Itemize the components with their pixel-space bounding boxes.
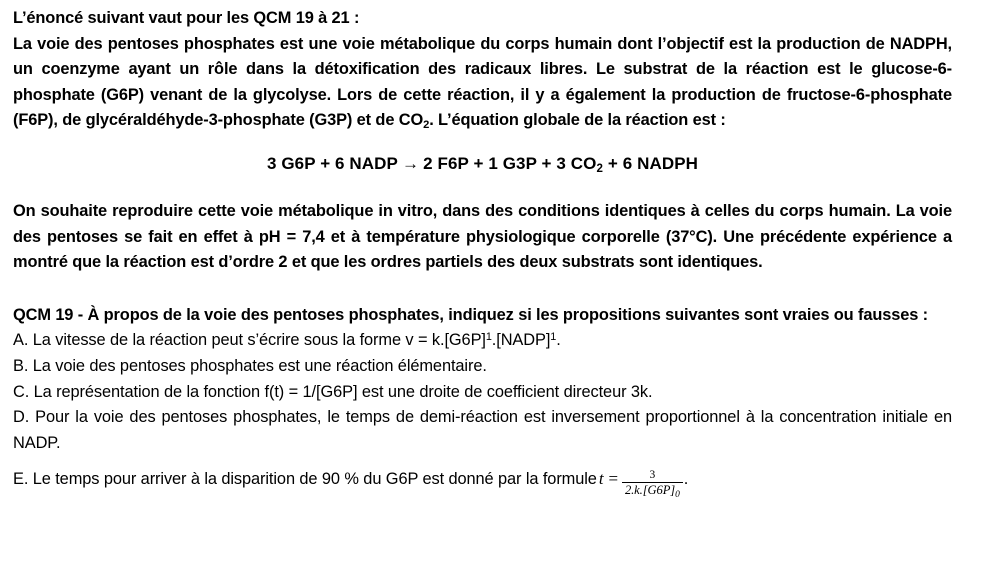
equation-left-side: 3 G6P + 6 NADP	[266, 153, 398, 173]
co2-subscript: 2	[423, 119, 430, 132]
option-a	[13, 328, 952, 354]
fraction-denominator-text: 2.k.[G6P]	[624, 483, 676, 498]
option-b: B. La voie des pentoses phosphates est une réaction élémentaire.	[13, 356, 487, 375]
fraction-denominator	[622, 483, 683, 501]
option-a-middle: .[NADP]	[491, 331, 551, 350]
option-e-variable-t: t	[598, 469, 604, 489]
equation-right-side-b: + 6 NADPH	[603, 153, 699, 173]
intro-heading: L’énoncé suivant vaut pour les QCM 19 à 21 :	[13, 9, 360, 27]
option-a-exponent-1: 1	[485, 331, 492, 344]
reaction-arrow-icon: →	[402, 153, 420, 173]
option-d: D. Pour la voie des pentoses phosphates, le temps de demi-réaction est inversement proportionnel à la concentration initiale en NADP.	[13, 408, 952, 452]
context-block	[13, 199, 952, 276]
chemical-equation	[267, 154, 698, 174]
option-e-equals-sign: =	[608, 469, 618, 489]
intro-paragraph	[13, 32, 952, 134]
intro-block	[13, 6, 952, 134]
option-e	[13, 466, 952, 501]
option-e-fraction	[622, 468, 683, 501]
option-a-prefix: A. La vitesse de la réaction peut s’écrire sous la forme v = k.[G6P]	[13, 331, 486, 350]
intro-paragraph-part1: La voie des pentoses phosphates est une voie métabolique du corps humain dont l’objectif est la production de NADPH, un coenzyme ayant un rôle dans la détoxification des radicaux libres. Le substrat de la réaction est le glucose-6-phosphate (G6P) venant de la glycolyse. Lors de cette réaction, il y a également la production de fructose-6-phosphate (F6P), de glycéraldéhyde-3-phosphate (G3P) et de CO	[13, 34, 952, 130]
option-e-suffix: .	[683, 470, 689, 489]
equation-co2-subscript: 2	[596, 163, 604, 176]
fraction-denominator-subscript: 0	[675, 490, 680, 501]
equation-right-side-a: 2 F6P + 1 G3P + 3 CO	[423, 153, 597, 173]
option-c: C. La représentation de la fonction f(t) = 1/[G6P] est une droite de coefficient directeur 3k.	[13, 382, 653, 401]
question-block	[13, 303, 952, 501]
option-a-suffix: .	[556, 331, 561, 350]
chemical-equation-container	[13, 154, 952, 174]
intro-paragraph-part2: . L’équation globale de la réaction est :	[429, 111, 726, 130]
question-heading: QCM 19 - À propos de la voie des pentoses phosphates, indiquez si les propositions suivantes sont vraies ou fausses :	[13, 305, 928, 324]
option-a-exponent-2: 1	[550, 331, 557, 344]
option-list	[13, 328, 952, 501]
context-paragraph: On souhaite reproduire cette voie métabolique in vitro, dans des conditions identiques à celles du corps humain. La voie des pentoses se fait en effet à pH = 7,4 et à température physiologique corporelle (37°C). Une précédente expérience a montré que la réaction est d’ordre 2 et que les ordres partiels des deux substrats sont identiques.	[13, 201, 952, 272]
option-e-prefix: E. Le temps pour arriver à la disparition de 90 % du G6P est donné par la formule	[13, 470, 597, 489]
fraction-numerator: 3	[649, 468, 656, 481]
